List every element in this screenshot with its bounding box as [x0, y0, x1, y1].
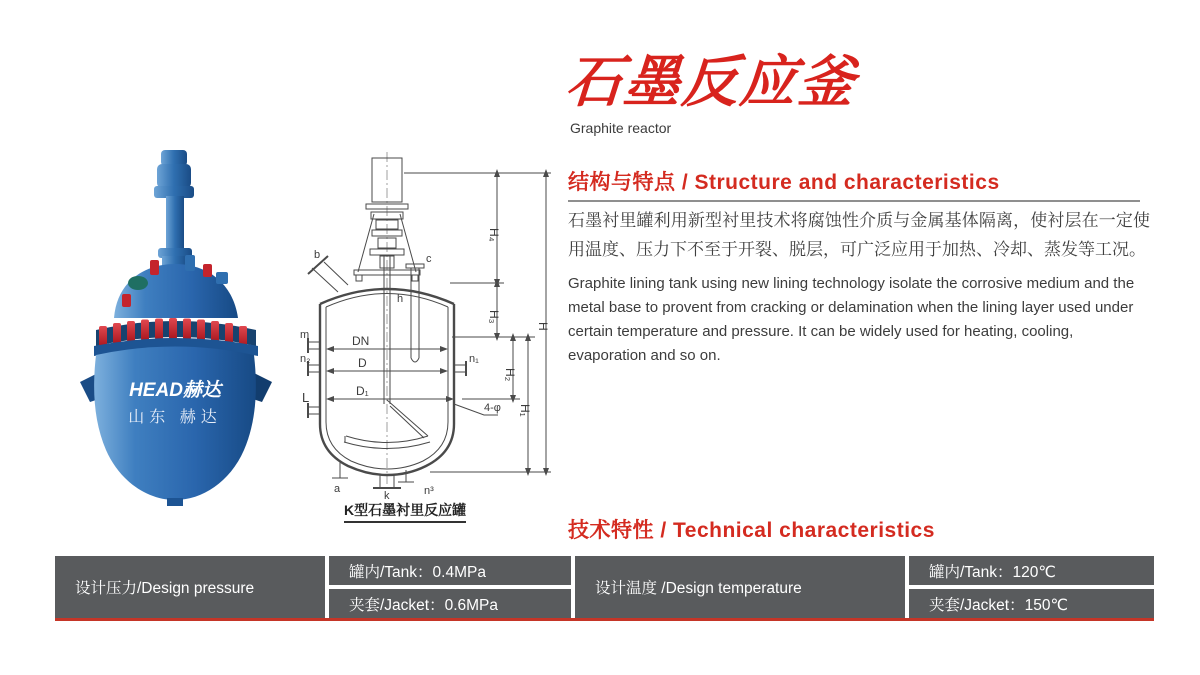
- section-heading-structure: 结构与特点 / Structure and characteristics: [568, 171, 1000, 194]
- label-D1: D₁: [356, 384, 369, 398]
- diagram-caption: K型石墨衬里反应罐: [344, 500, 466, 523]
- nozzle-b: [308, 256, 348, 292]
- page-subtitle: Graphite reactor: [570, 120, 672, 136]
- label-c: c: [426, 253, 432, 265]
- vessel-body: [80, 347, 272, 507]
- agitator-drive: [154, 150, 194, 272]
- label-a: a: [334, 483, 341, 495]
- label-H2: H₂: [503, 368, 517, 382]
- label-m: m: [300, 329, 310, 341]
- table-cell-design-pressure: 设计压力/Design pressure: [55, 556, 325, 618]
- section-heading-technical: 技术特性 / Technical characteristics: [568, 519, 935, 542]
- label-L: L: [302, 390, 310, 405]
- technical-table: [55, 556, 1154, 621]
- reactor-diagram: [300, 152, 556, 505]
- label-H1: H₁: [518, 404, 532, 417]
- label-H4: H₄: [487, 228, 501, 242]
- label-D: D: [358, 356, 367, 370]
- heading-divider: [568, 200, 1140, 202]
- label-k: k: [384, 490, 390, 500]
- table-cell-design-temperature: 设计温度 /Design temperature: [575, 556, 905, 618]
- label-H: H: [536, 322, 550, 331]
- brand-text-shandong: 山东 赫达: [128, 409, 222, 426]
- label-n2: n₂: [300, 353, 311, 365]
- reactor-photo-illustration: [56, 148, 296, 508]
- label-n1: n₁: [469, 353, 479, 365]
- label-b: b: [314, 249, 321, 261]
- page-title: 石墨反应釜: [563, 50, 859, 113]
- height-dimensions: [404, 173, 551, 472]
- table-cell-jacket-temperature: 夹套/Jacket：150℃: [909, 589, 1154, 618]
- structure-paragraph-cn: 石墨衬里罐利用新型衬里技术将腐蚀性介质与金属基体隔离，使衬层在一定使用温度、压力下不至于开裂、脱层，可广泛应用于加热、冷却、蒸发等工况。: [568, 211, 1150, 259]
- label-DN: DN: [352, 334, 370, 348]
- reactor-photo: [56, 148, 296, 513]
- structure-paragraph-en: Graphite lining tank using new lining technology isolate the corrosive medium and the metal base to provent from cracking or delamination when the lining layer used under certain temperature and pressure. It can be widely used for heating, cooling, evaporation and so on.: [568, 275, 1135, 364]
- label-n3: n³: [424, 485, 434, 497]
- table-cell-tank-temperature: 罐内/Tank：120℃: [909, 556, 1154, 585]
- brand-text-head: HEAD赫达: [129, 380, 221, 401]
- reactor-diagram-drawing: [300, 152, 556, 500]
- label-H3: H₃: [487, 310, 501, 324]
- dip-tube-c: [406, 264, 424, 362]
- table-cell-tank-pressure: 罐内/Tank：0.4MPa: [329, 556, 571, 585]
- label-h-nozzle: h: [397, 293, 404, 305]
- vessel-lid: [114, 255, 238, 318]
- table-cell-jacket-pressure: 夹套/Jacket：0.6MPa: [329, 589, 571, 618]
- label-phi: 4-φ: [484, 402, 501, 414]
